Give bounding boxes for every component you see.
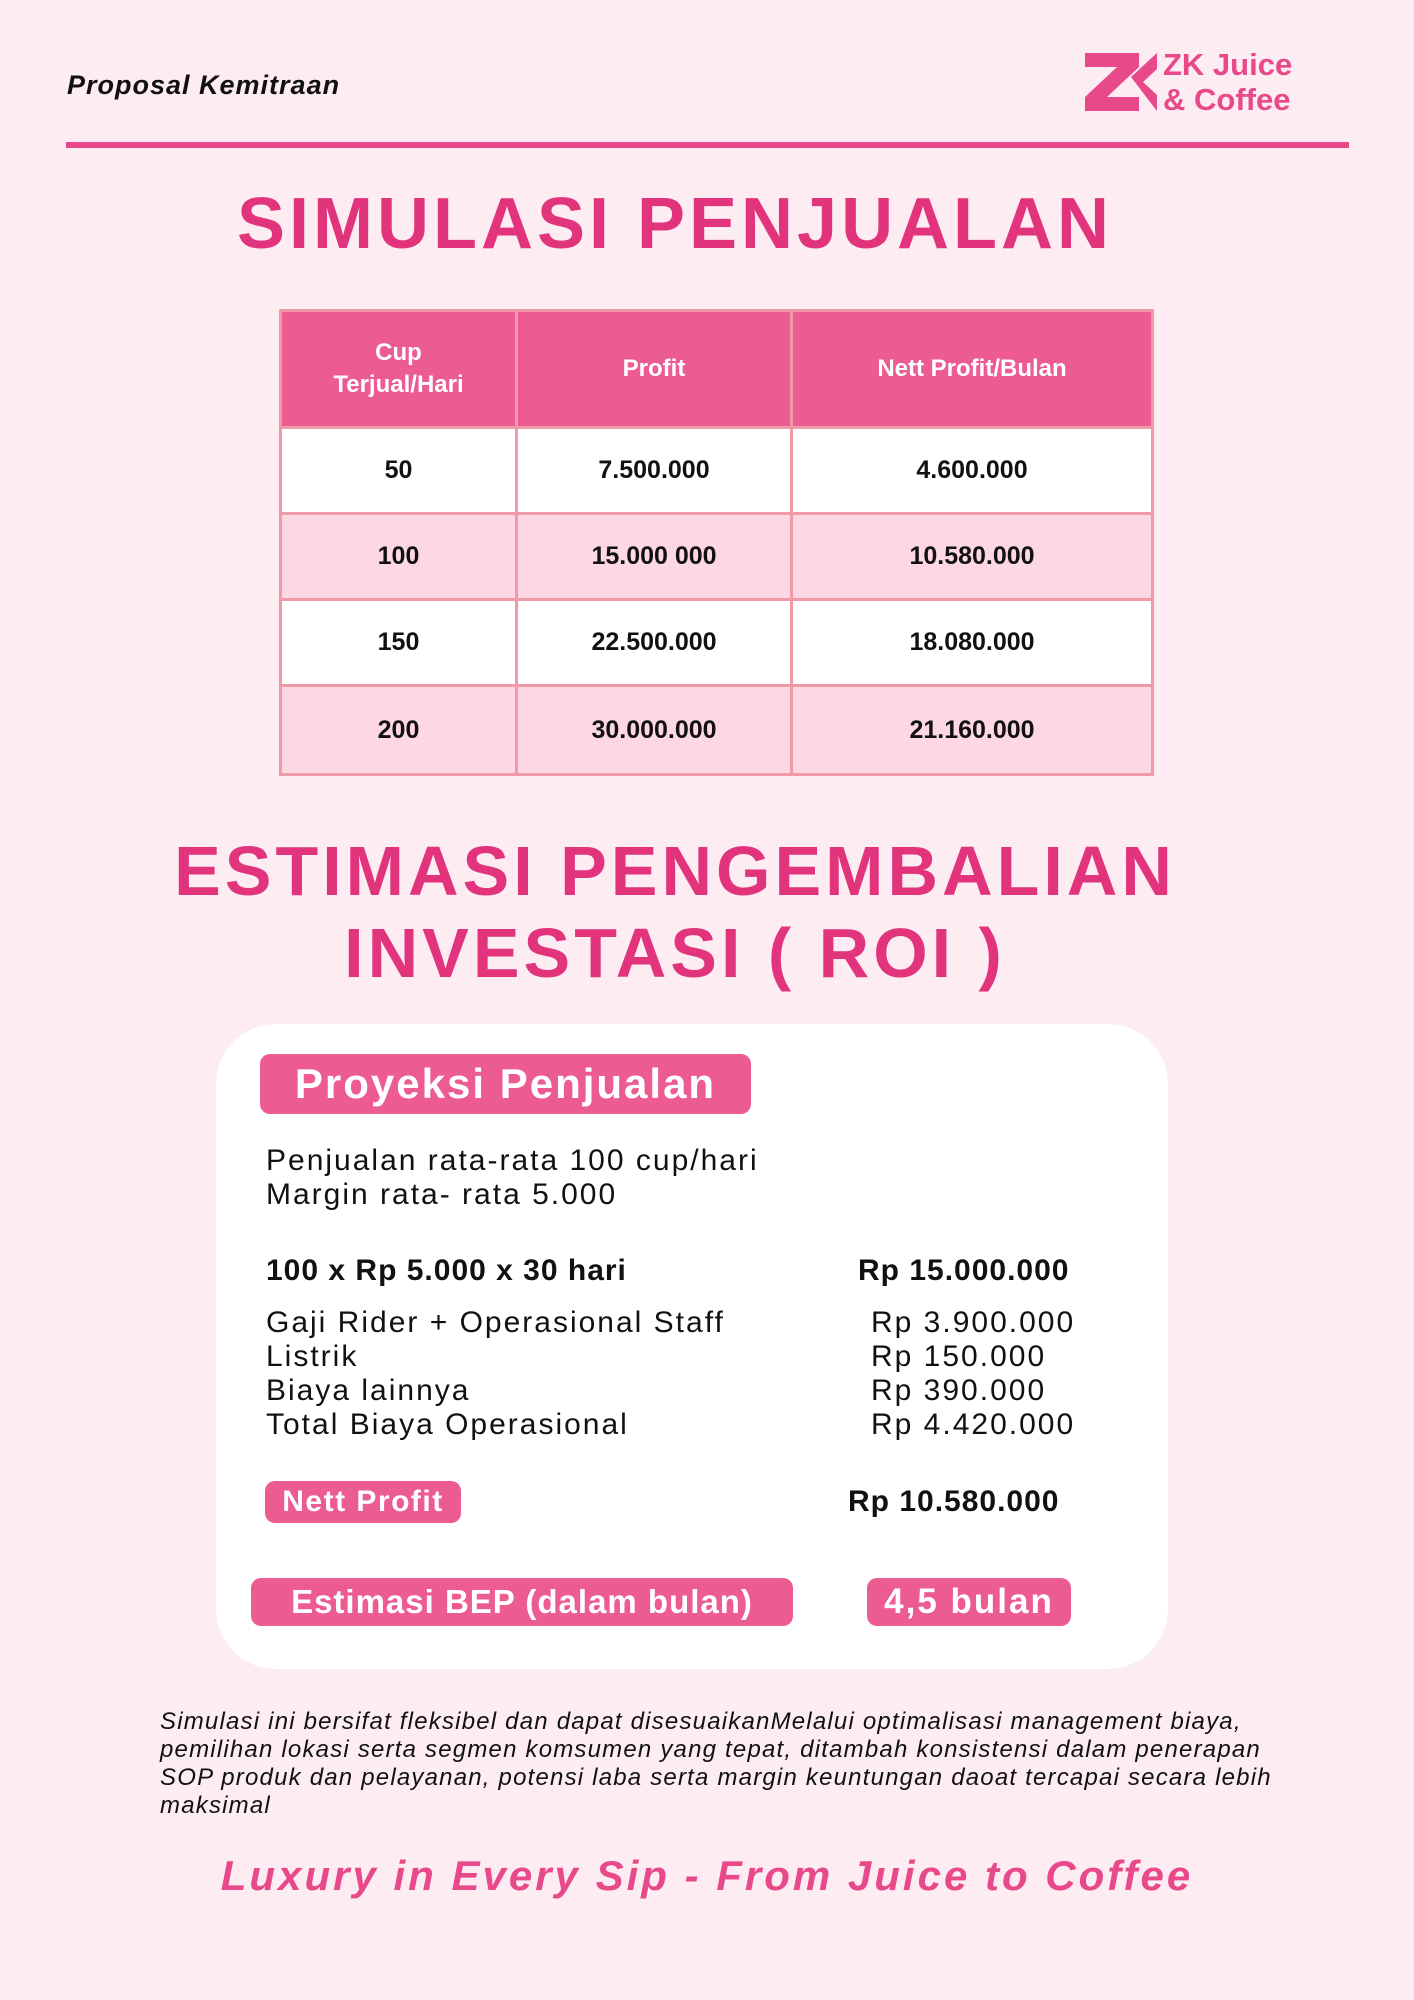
cost-label: Listrik [266,1340,359,1373]
cost-label: Gaji Rider + Operasional Staff [266,1306,725,1339]
table-row [281,514,1153,600]
avg-sales-text: Penjualan rata-rata 100 cup/hari [266,1144,759,1177]
sales-simulation-table [279,309,1154,776]
avg-margin-text: Margin rata- rata 5.000 [266,1178,618,1211]
cell-nett-profit: 21.160.000 [792,686,1153,775]
col-header-cups: Cup Terjual/Hari [281,311,517,428]
cell-profit: 15.000 000 [517,514,792,600]
roi-title-line2: INVESTASI ( ROI ) [344,914,1006,992]
footnote-disclaimer: Simulasi ini bersifat fleksibel dan dapat disesuaikanMelalui optimalisasi management biaya, pemilihan lokasi serta segmen komsumen yang tepat, ditambah konsistensi dalam penerapan SOP produk dan pelayanan, potensi laba serta margin keuntungan daoat tercapai secara lebih maksimal [160,1708,1272,1819]
cell-profit: 7.500.000 [517,428,792,514]
bep-value-badge: 4,5 bulan [867,1578,1071,1626]
cell-profit: 30.000.000 [517,686,792,775]
col-header-profit: Profit [517,311,792,428]
cost-value: Rp 150.000 [871,1340,1047,1373]
nett-profit-value: Rp 10.580.000 [848,1485,1060,1518]
cost-label: Biaya lainnya [266,1374,471,1407]
cell-nett-profit: 10.580.000 [792,514,1153,600]
table-row [281,428,1153,514]
zk-logo-mark-icon [1083,51,1158,113]
brand-name-line2: & Coffee [1163,82,1291,117]
cell-cups: 50 [281,428,517,514]
cell-profit: 22.500.000 [517,600,792,686]
roi-title-line1: ESTIMASI PENGEMBALIAN [174,832,1176,910]
cost-value: Rp 3.900.000 [871,1306,1076,1339]
projection-heading: Proyeksi Penjualan [260,1054,751,1114]
brand-name [1163,47,1292,117]
cost-value: Rp 390.000 [871,1374,1047,1407]
cell-cups: 200 [281,686,517,775]
table-header-row [281,311,1153,428]
col-header-nett-profit: Nett Profit/Bulan [792,311,1153,428]
cost-label: Total Biaya Operasional [266,1408,629,1441]
tagline: Luxury in Every Sip - From Juice to Coffee [220,1852,1194,1899]
nett-profit-badge: Nett Profit [265,1481,461,1523]
cell-cups: 150 [281,600,517,686]
sales-simulation-title: SIMULASI PENJUALAN [236,184,1114,264]
bep-label-badge: Estimasi BEP (dalam bulan) [251,1578,793,1626]
roi-title [0,830,1350,994]
cell-nett-profit: 18.080.000 [792,600,1153,686]
brand-name-line1: ZK Juice [1163,47,1293,82]
header-divider [66,142,1349,148]
table-row [281,600,1153,686]
gross-revenue-value: Rp 15.000.000 [858,1254,1070,1287]
cost-value: Rp 4.420.000 [871,1408,1076,1441]
revenue-formula: 100 x Rp 5.000 x 30 hari [266,1254,627,1287]
cell-cups: 100 [281,514,517,600]
document-label: Proposal Kemitraan [67,70,341,100]
brand-logo [1083,47,1333,117]
table-row [281,686,1153,775]
cell-nett-profit: 4.600.000 [792,428,1153,514]
